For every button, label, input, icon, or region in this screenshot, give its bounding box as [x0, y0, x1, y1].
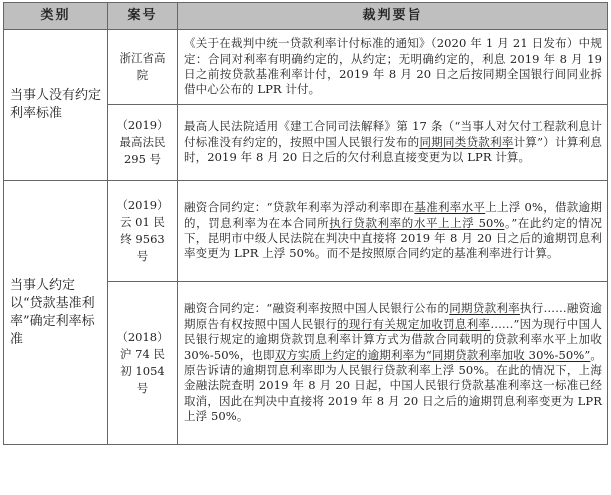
- case-number-cell: （2018）沪 74 民初 1054 号: [108, 282, 178, 445]
- gist-text: 。”在此约定的情况下，昆明市中级人民法院在判决中直接将 2019 年 8 月 20 日之后的逾期罚息利率变更为 LPR 上浮 50%。而不是按照原合同约定的基准利率进行计算。: [184, 215, 602, 261]
- table-header-row: [4, 3, 608, 30]
- gist-text: 最高人民法院适用《建工合同司法解释》第 17 条（“当事人对欠付工程款利息计付标准没有约定的，按照中国人民银行发布的: [184, 119, 602, 149]
- underlined-text: 同期贷款利率: [449, 301, 520, 316]
- table-row: [4, 30, 608, 105]
- ruling-gist-cell: [178, 282, 608, 445]
- gist-text: 上上浮 0%，借款逾期的，罚息利率为在本合同所: [184, 200, 603, 230]
- gist-text: ……”因为现行中国人民银行规定的逾期贷款罚息利率计算方式为借款合同载明的贷款利率水平上加收 30%-50%，也即: [184, 316, 602, 362]
- case-number-cell: （2019）最高法民 295 号: [108, 105, 178, 181]
- underlined-text: 双方实质上约定的逾期利率为“同期贷款利率加收 30%-50%”: [274, 347, 591, 362]
- gist-text: 执行……融资逾期原告有权按照中国人民银行: [184, 301, 603, 331]
- gist-text: 融资合同约定：“贷款年利率为浮动利率即在: [184, 200, 415, 215]
- underlined-text: 基准利率水平: [414, 200, 486, 215]
- gist-text: 《关于在裁判中统一贷款利率计付标准的通知》（2020 年 1 月 21 日发布）中规定：合同对利率有明确约定的，从约定；无明确约定的，利息 2019 年 8 月 19 日之前按贷款基准利率计付，2019 年 8 月 20 日之后按同期全国银行间同业拆借中心公布的 LPR 计付。: [184, 36, 602, 97]
- category-cell: 当事人约定以“贷款基准利率”确定利率标准: [4, 181, 108, 445]
- case-number-cell: （2019）云 01 民终 9563 号: [108, 181, 178, 282]
- category-cell: 当事人没有约定利率标准: [4, 30, 108, 181]
- header-category: 类别: [4, 3, 108, 30]
- gist-text: 。原告诉请的逾期罚息利率即为人民银行贷款利率上浮 50%。在此的情况下，上海金融法院查明 2019 年 8 月 20 日起，中国人民银行贷款基准利率这一标准已经取消，因此在判决中直接将 2019 年 8 月 20 日之后的逾期罚息利率变更为 LPR 上浮 50%。: [184, 347, 602, 424]
- ruling-gist-cell: [178, 105, 608, 181]
- header-case-number: 案号: [108, 3, 178, 30]
- table-row: [4, 181, 608, 282]
- underlined-text: 同期同类贷款利率: [419, 134, 514, 149]
- gist-text: 融资合同约定：“融资利率按照中国人民银行公布的: [184, 301, 450, 316]
- gist-text: 计算”）计算利息时，2019 年 8 月 20 日之后的欠付利息直接变更为以 LPR 计算。: [184, 134, 602, 165]
- header-ruling-gist: 裁判要旨: [178, 3, 608, 30]
- ruling-gist-cell: [178, 30, 608, 105]
- underlined-text: 的现行有关规定加收罚息利率: [337, 316, 491, 331]
- ruling-gist-cell: [178, 181, 608, 282]
- underlined-text: 执行贷款利率的水平上上浮 50%: [329, 215, 505, 230]
- case-number-cell: 浙江省高院: [108, 30, 178, 105]
- case-table: [3, 2, 608, 445]
